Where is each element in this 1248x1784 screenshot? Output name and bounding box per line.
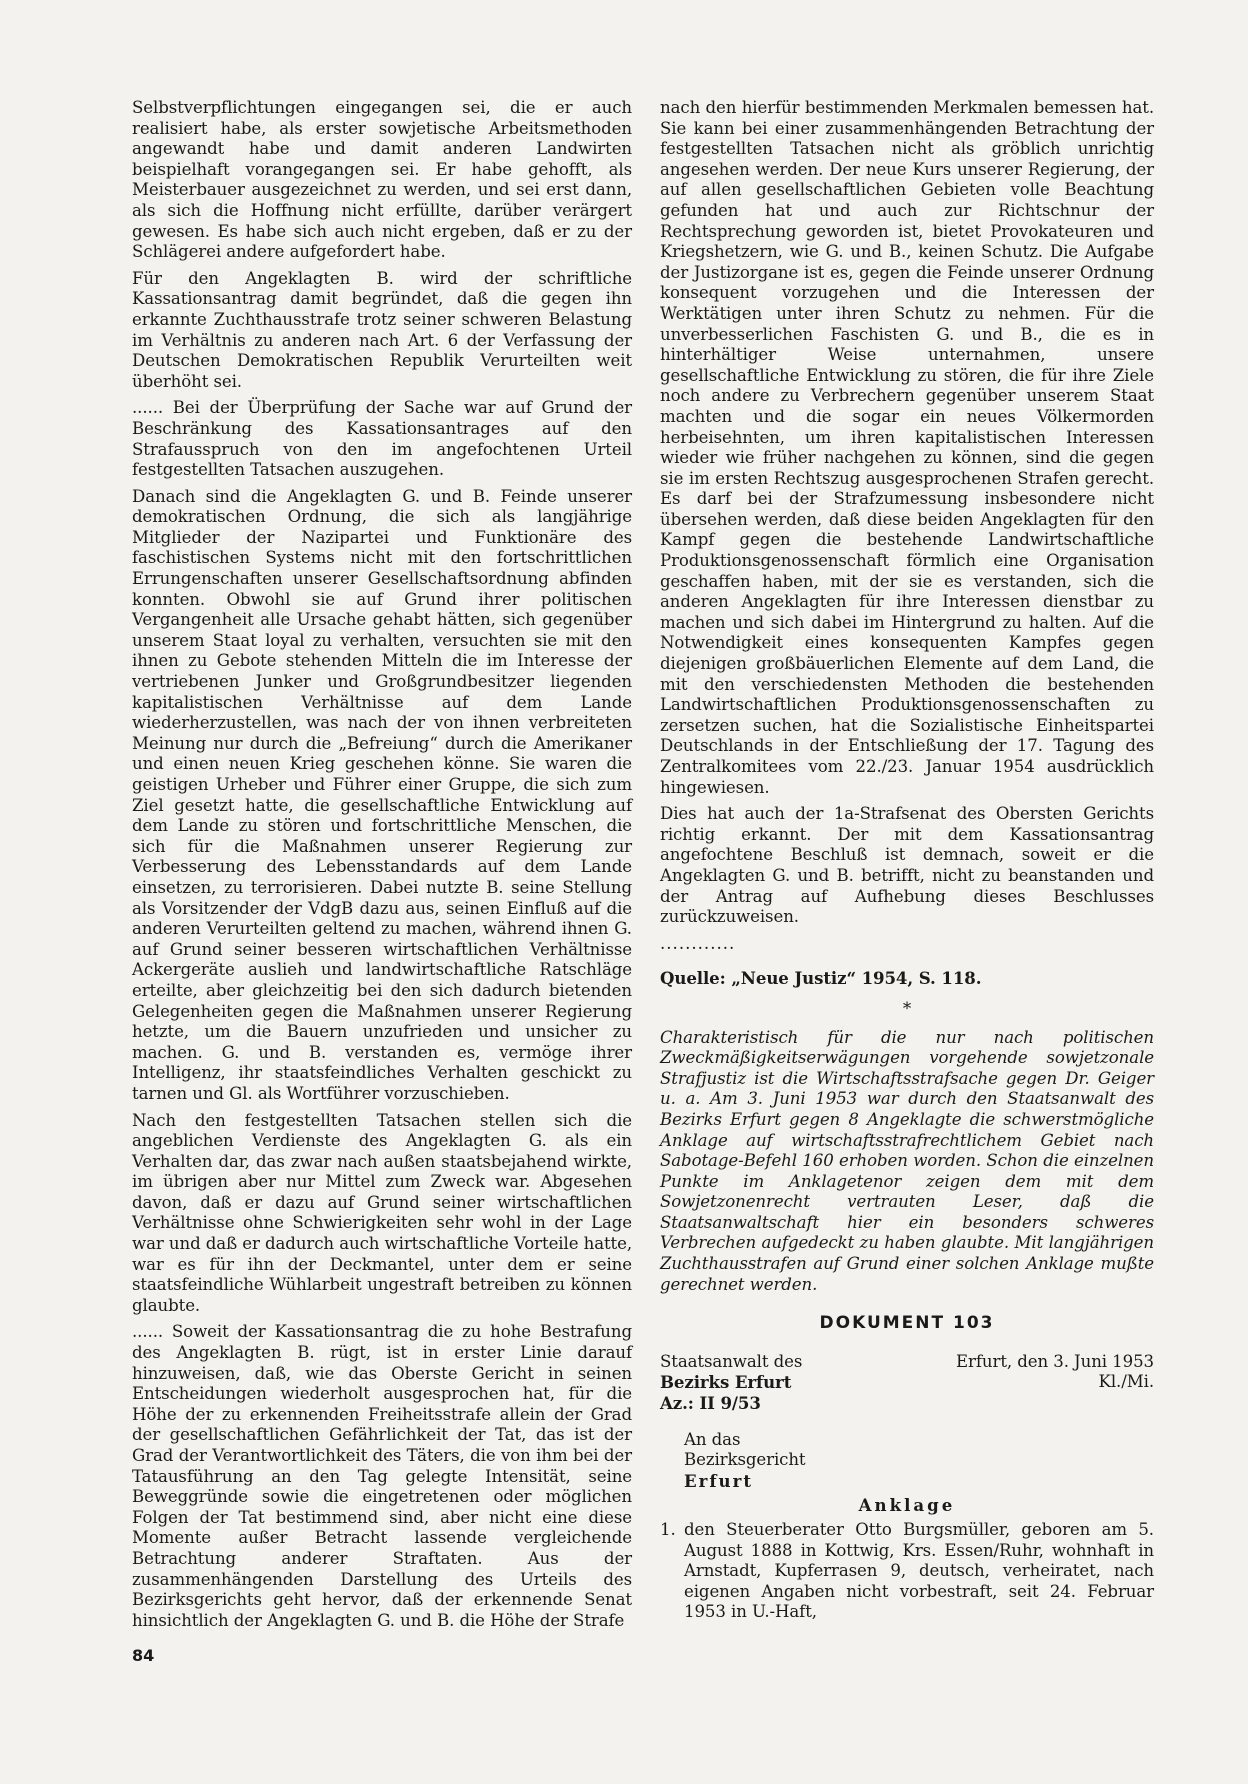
right-column — [660, 98, 1154, 1623]
sender-line: Bezirks Erfurt — [660, 1372, 792, 1393]
address-line: Erfurt — [684, 1470, 754, 1491]
sender-block — [660, 1352, 802, 1414]
paragraph: Selbstverpflichtungen eingegangen sei, die er auch realisiert habe, als erster sowjetische Arbeitsmethoden angewandt habe und damit anderen Landwirten beispielhaft vorangegangen sei. Er habe gehofft, als Meisterbauer ausgezeichnet zu werden, und sei erst dann, als sich die Hoffnung nicht erfüllte, darüber verärgert gewesen. Es habe sich auch nicht ergeben, daß er zu der Schlägerei andere aufgefordert habe. — [132, 98, 632, 262]
paragraph: Für den Angeklagten B. wird der schriftliche Kassationsantrag damit begründet, daß die gegen ihn erkannte Zuchthausstrafe trotz seiner schweren Belastung im Verhältnis zu anderen nach Art. 6 der Verfassung der Deutschen Demokratischen Republik Verurteilten weit überhöht sei. — [132, 268, 632, 391]
source-citation: Quelle: „Neue Justiz“ 1954, S. 118. — [660, 968, 982, 989]
reference-number: Az.: II 9/53 — [660, 1393, 761, 1414]
document-heading: DOKUMENT 103 — [819, 1313, 995, 1334]
indictment-title: Anklage — [858, 1495, 956, 1516]
list-number: 1. — [660, 1520, 676, 1539]
address-line: An das — [684, 1429, 741, 1449]
date-block — [956, 1352, 1154, 1414]
address-line: Bezirksgericht — [684, 1450, 806, 1470]
list-item — [660, 1520, 1154, 1623]
paragraph: ...... Soweit der Kassationsantrag die zu hohe Bestrafung des Angeklagten B. rügt, ist in erster Linie darauf hinzuweisen, daß, wie das Oberste Gericht in seinen Entscheidungen wiederholt ausgesprochen hat, für die Höhe der zu erkennenden Freiheitsstrafe allein der Grad der gesellschaftlichen Gefährlichkeit der Tat, das ist der Grad der Verantwortlichkeit des Täters, die von ihm bei der Tatausführung an den Tag gelegte Intensität, seine Beweggründe sowie die eingetretenen oder möglichen Folgen der Tat bestimmend sind, aber nicht eine diese Momente außer Betracht lassende vergleichende Betrachtung anderer Straftaten. Aus der zusammenhängenden Darstellung des Urteils des Bezirksgerichts geht hervor, daß der erkennende Senat hinsichtlich der Angeklagten G. und B. die Höhe der Strafe — [132, 1322, 632, 1630]
paragraph: ...... Bei der Überprüfung der Sache war auf Grund der Beschränkung des Kassationsantrages auf den Strafausspruch von den im angefochtenen Urteil festgestellten Tatsachen auszugehen. — [132, 398, 632, 480]
omission-dots: ............ — [660, 933, 736, 953]
sender-line: Staatsanwalt des — [660, 1351, 803, 1371]
left-column — [132, 98, 632, 1637]
paragraph: Nach den festgestellten Tatsachen stellen sich die angeblichen Verdienste des Angeklagten G. als ein Verhalten dar, das zwar nach außen staatsbejahend wirkte, im übrigen aber nur Mittel zum Zweck war. Abgesehen davon, daß er dazu auf Grund seiner wirtschaftlichen Verhältnisse ohne Schwierigkeiten sehr wohl in der Lage war und daß er dadurch auch wirtschaftliche Vorteile hatte, war es für ihn der Deckmantel, unter dem er seine staatsfeindliche Wühlarbeit ungestraft betreiben zu können glaubte. — [132, 1110, 633, 1315]
editorial-note: Charakteristisch für die nur nach politischen Zweckmäßigkeitserwägungen vorgehende sowjetzonale Strafjustiz ist die Wirtschaftsstrafsache gegen Dr. Geiger u. a. Am 3. Juni 1953 war durch den Staatsanwalt des Bezirks Erfurt gegen 8 Angeklagte die schwerstmögliche Anklage auf wirtschaftsstrafrechtlichem Gebiet nach Sabotage-Befehl 160 erhoben worden. Schon die einzelnen Punkte im Anklagetenor zeigen dem mit dem Sowjetzonenrecht vertrauten Leser, daß die Staatsanwaltschaft hier ein besonders schweres Verbrechen aufgedeckt zu haben glaubte. Mit langjährigen Zuchthausstrafen auf Grund einer solchen Anklage mußte gerechnet werden. — [660, 1027, 1154, 1294]
paragraph: nach den hierfür bestimmenden Merkmalen bemessen hat. Sie kann bei einer zusammenhängenden Betrachtung der festgestellten Tatsachen nicht als gröblich unrichtig angesehen werden. Der neue Kurs unserer Regierung, der auf allen gesellschaftlichen Gebieten volle Beachtung gefunden hat und auch zur Richtschnur der Rechtsprechung geworden ist, bietet Provokateuren und Kriegshetzern, wie G. und B., keinen Schutz. Die Aufgabe der Justizorgane ist es, gegen die Feinde unserer Ordnung konsequent vorzugehen und die Interessen der Werktätigen unter ihren Schutz zu nehmen. Für die unverbesserlichen Faschisten G. und B., die es in hinterhältiger Weise unternahmen, unsere gesellschaftliche Entwicklung zu stören, die für ihre Ziele noch andere zu Verbrechern gegenüber unserem Staat machten und die sogar ein neues Völkermorden herbeisehnten, um ihren kapitalistischen Interessen wieder wie früher nachgehen zu können, sind die gegen sie im ersten Rechtszug ausgesprochenen Strafen gerecht. Es darf bei der Strafzumessung insbesondere nicht übersehen werden, daß diese beiden Angeklagten für den Kampf gegen die bestehende Landwirtschaftliche Produktionsgenossenschaft förmlich eine Organisation geschaffen haben, mit der sie es verstanden, sich die anderen Angeklagten für ihre Interessen dienstbar zu machen und sich dabei im Hintergrund zu halten. Auf die Notwendigkeit eines konsequenten Kampfes gegen diejenigen großbäuerlichen Elemente auf dem Land, die mit den verschiedensten Methoden die bestehenden Landwirtschaftlichen Produktionsgenossenschaften zu zersetzen suchen, hat die Sozialistische Einheitspartei Deutschlands in der Entschließung der 17. Tagung des Zentralkomitees vom 22./23. Januar 1954 ausdrücklich hingewiesen. — [660, 98, 1154, 797]
separator-star: * — [902, 998, 912, 1018]
page-number: 84 — [132, 1646, 155, 1665]
initials: Kl./Mi. — [1098, 1372, 1154, 1392]
recipient-address — [684, 1430, 1154, 1492]
list-text: den Steuerberater Otto Burgsmüller, geboren am 5. August 1888 in Kottwig, Krs. Essen/Ruhr, wohnhaft in Arnstadt, Kupferrasen 9, deutsch, verheiratet, nach eigenen Angaben nicht vorbestraft, seit 24. Februar 1953 in U.-Haft, — [684, 1520, 1154, 1622]
date-line: Erfurt, den 3. Juni 1953 — [956, 1351, 1154, 1371]
paragraph: Dies hat auch der 1a-Strafsenat des Obersten Gerichts richtig erkannt. Der mit dem Kassationsantrag angefochtene Beschluß ist demnach, soweit er die Angeklagten G. und B. betrifft, nicht zu beanstanden und der Antrag auf Aufhebung dieses Beschlusses zurückzuweisen. — [660, 804, 1154, 927]
paragraph: Danach sind die Angeklagten G. und B. Feinde unserer demokratischen Ordnung, die sich als langjährige Mitglieder der Nazipartei und Funktionäre des faschistischen Systems nicht mit den fortschrittlichen Errungenschaften unserer Gesellschaftsordnung abfinden konnten. Obwohl sie auf Grund ihrer politischen Vergangenheit alle Ursache gehabt hätten, sich gegenüber unserem Staat loyal zu verhalten, versuchten sie mit den ihnen zu Gebote stehenden Mitteln die im Interesse der vertriebenen Junker und Großgrundbesitzer liegenden kapitalistischen Verhältnisse auf dem Lande wiederherzustellen, was nach der von ihnen verbreiteten Meinung nur durch die „Befreiung“ durch die Amerikaner und einen neuen Krieg geschehen könne. Sie waren die geistigen Urheber und Führer einer Gruppe, die sich zum Ziel gesetzt hatte, die gesellschaftliche Entwicklung auf dem Lande zu stören und fortschrittliche Menschen, die sich für die Maßnahmen unserer Regierung zur Verbesserung des Lebensstandards auf dem Lande einsetzen, zu terrorisieren. Dabei nutzte B. seine Stellung als Vorsitzender der VdgB dazu aus, seinen Einfluß auf die anderen Verurteilten geltend zu machen, während ihnen G. auf Grund seiner besseren wirtschaftlichen Verhältnisse Ackergeräte auslieh und landwirtschaftliche Ratschläge erteilte, aber gleichzeitig bei den sich dadurch bietenden Gelegenheiten gegen die Maßnahmen unserer Regierung hetzte, um die Bauern unzufrieden und unsicher zu machen. G. und B. verstanden es, vermöge ihrer Intelligenz, ihr staatsfeindliches Verhalten geschickt zu tarnen und Gl. als Wortführer vorzuschieben. — [132, 486, 632, 1103]
letter-header — [660, 1352, 1154, 1414]
